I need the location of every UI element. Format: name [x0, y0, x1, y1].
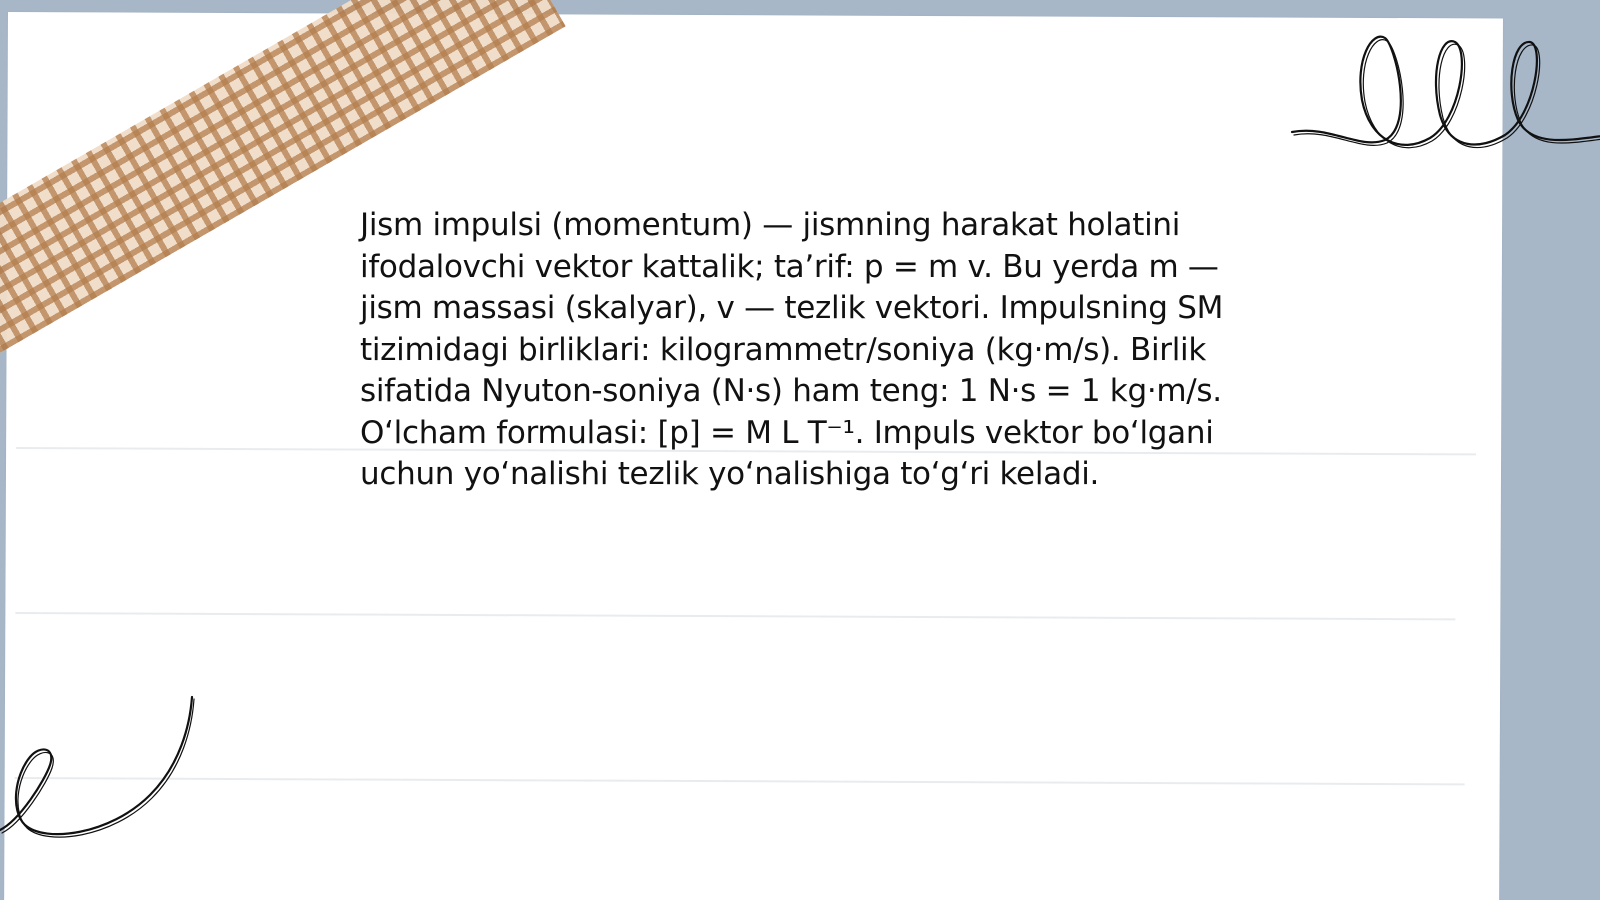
loop-squiggle-icon: [1290, 30, 1600, 170]
paper-rule-line: [15, 612, 1455, 620]
definition-paragraph: Jism impulsi (momentum) — jismning harakat holatini ifodalovchi vektor kattalik; ta’rif: p = m v. Bu yerda m — jism massasi (skalyar), v — tezlik vektori. Impulsning SM tizimidagi birliklari: kilogrammetr/soniya (kg·m/s). Birlik sifatida Nyuton-soniya (N·s) ham teng: 1 N·s = 1 kg·m/s. O‘lcham formulasi: [p] = M L T⁻¹. Impuls vektor bo‘lgani uchun yo‘nalishi tezlik yo‘nalishiga to‘g‘ri keladi.: [360, 207, 1224, 492]
swirl-squiggle-icon: [0, 695, 210, 845]
paper-rule-line: [15, 777, 1465, 785]
